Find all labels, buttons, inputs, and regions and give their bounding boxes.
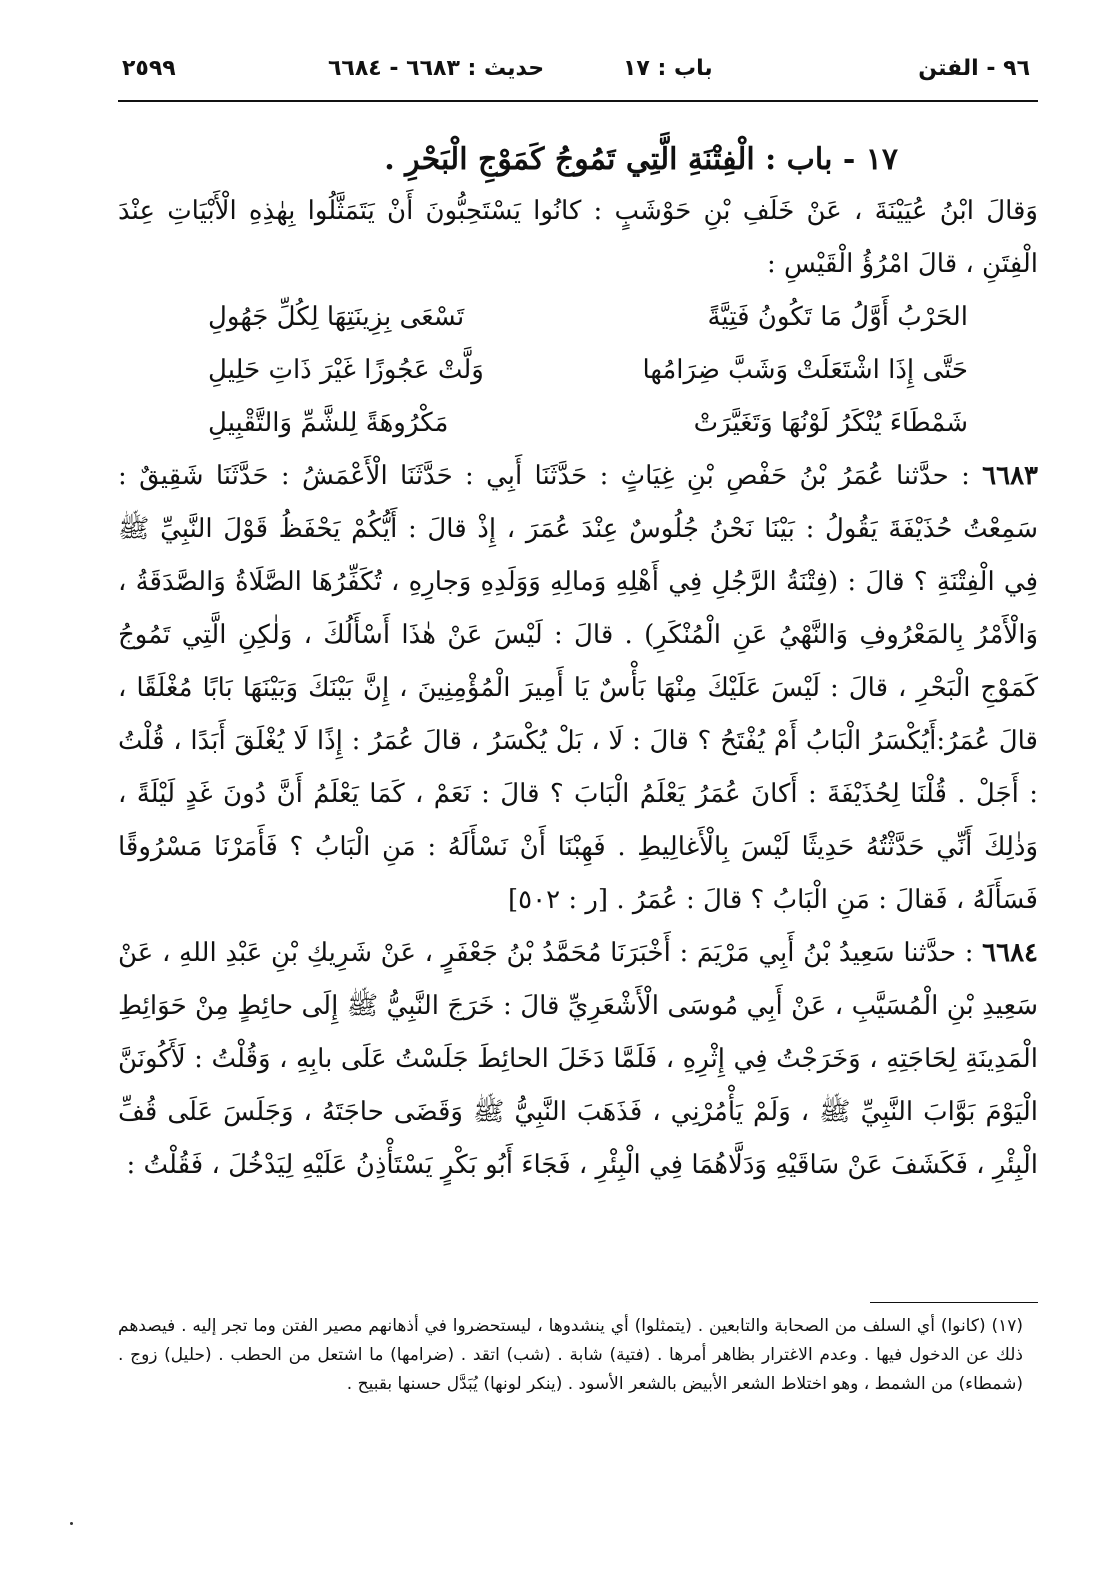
hadith-text: : حدَّثنا عُمَرُ بْنُ حَفْصِ بْنِ غِيَاثٍ : حَدَّثَنَا أَبِي : حَدَّثَنَا الْأَعْمَشُ : حَدَّثَنَا شَقِيقٌ : سَمِعْتُ حُذَيْفَةَ يَقُولُ : بَيْنَا نَحْنُ جُلُوسٌ عِنْدَ عُمَرَ ، إِذْ قالَ : أَيُّكُمْ يَحْفَظُ قَوْلَ النَّبِيِّ ﷺ فِي الْفِتْنَةِ ؟ قالَ : (فِتْنَةُ الرَّجُلِ فِي أَهْلِهِ وَمالِهِ وَوَلَدِهِ وَجارِهِ ، تُكَفِّرُهَا الصَّلَاةُ وَالصَّدَقَةُ ، وَالْأَمْرُ بِالمَعْرُوفِ وَالنَّهْيُ عَنِ الْمُنْكَرِ) . قالَ : لَيْسَ عَنْ هٰذَا أَسْأَلُكَ ، وَلٰكِنِ الَّتِي تَمُوجُ كَمَوْجِ الْبَحْرِ ، قالَ : لَيْسَ عَلَيْكَ مِنْهَا بَأْسٌ يَا أَمِيرَ الْمُؤْمِنِينَ ، إِنَّ بَيْنَكَ وَبَيْنَهَا بَابًا مُغْلَقًا ، قالَ عُمَرُ:أَيُكْسَرُ الْبَابُ أَمْ يُفْتَحُ ؟ قالَ : لَا ، بَلْ يُكْسَرُ ، قالَ عُمَرُ : إِذًا لَا يُغْلَقَ أَبَدًا ، قُلْتُ : أَجَلْ . قُلْنَا لِحُذَيْفَةَ : أَكانَ عُمَرُ يَعْلَمُ الْبَابَ ؟ قالَ : نَعَمْ ، كَمَا يَعْلَمُ أَنَّ دُونَ غَدٍ لَيْلَةً ، وَذٰلِكَ أَنِّي حَدَّثْتُهُ حَدِيثًا لَيْسَ بِالْأَغالِيطِ . فَهِبْنَا أَنْ نَسْأَلَهُ : مَنِ الْبَابُ ؟ فَأَمَرْنَا مَسْرُوقًا فَسَأَلَهُ ، فَقالَ : مَنِ الْبَابُ ؟ قالَ : عُمَرُ .: [118, 461, 1038, 915]
hadith-reference: [ر : ٥٠٢]: [508, 885, 609, 915]
verse-second-hemistich: وَلَّتْ عَجُوزًا غَيْرَ ذَاتِ حَلِيلِ: [208, 355, 484, 385]
main-text: [118, 135, 1038, 1192]
hadith-paragraph: [118, 927, 1038, 1192]
poem-verse: [208, 344, 968, 397]
page-mark: [70, 1522, 73, 1525]
verse-second-hemistich: مَكْرُوهَةً لِلشَّمِّ وَالتَّقْبِيلِ: [208, 408, 449, 438]
header-rule: [118, 100, 1038, 102]
chapter-number: باب : ١٧: [623, 56, 713, 81]
hadith-number: ٦٦٨٣: [982, 461, 1038, 491]
chapter-title: ١٧ - باب : الْفِتْنَةِ الَّتِي تَمُوجُ كَمَوْجِ الْبَحْرِ .: [384, 142, 898, 177]
poem-verse: [208, 397, 968, 450]
hadith-number: ٦٦٨٤: [982, 938, 1038, 968]
hadith-range: حديث : ٦٦٨٣ - ٦٦٨٤: [328, 56, 545, 81]
verse-first-hemistich: شَمْطَاءَ يُنْكَرُ لَوْنُهَا وَتَغَيَّرَتْ: [693, 408, 968, 438]
chapter-intro: وَقالَ ابْنُ عُيَيْنَةَ ، عَنْ خَلَفِ بْنِ حَوْشَبٍ : كانُوا يَسْتَحِبُّونَ أَنْ يَتَمَثَّلُوا بِهٰذِهِ الْأَبْيَاتِ عِنْدَ الْفِتَنِ ، قالَ امْرُؤُ الْقَيْسِ :: [118, 196, 1038, 279]
poem-verse: [208, 291, 968, 344]
poem: [208, 291, 968, 450]
book-title: ٩٦ - الفتن: [918, 56, 1030, 81]
verse-second-hemistich: تَسْعَى بِزِينَتِهَا لِكُلِّ جَهُولِ: [208, 302, 465, 332]
hadith-text: : حدَّثنا سَعِيدُ بْنُ أَبِي مَرْيَمَ : أَخْبَرَنَا مُحَمَّدُ بْنُ جَعْفَرٍ ، عَنْ شَرِيكِ بْنِ عَبْدِ اللهِ ، عَنْ سَعِيدِ بْنِ الْمُسَيَّبِ ، عَنْ أَبِي مُوسَى الْأَشْعَرِيِّ قالَ : خَرَجَ النَّبِيُّ ﷺ إِلَى حائِطٍ مِنْ حَوَائِطِ الْمَدِينَةِ لِحَاجَتِهِ ، وَخَرَجْتُ فِي إِثْرِهِ ، فَلَمَّا دَخَلَ الحائِطَ جَلَسْتُ عَلَى بابِهِ ، وَقُلْتُ : لَأَكُونَنَّ الْيَوْمَ بَوَّابَ النَّبِيِّ ﷺ ، وَلَمْ يَأْمُرْنِي ، فَذَهَبَ النَّبِيُّ ﷺ وَقَضَى حاجَتَهُ ، وَجَلَسَ عَلَى قُفِّ الْبِئْرِ ، فَكَشَفَ عَنْ سَاقَيْهِ وَدَلَّاهُمَا فِي الْبِئْرِ ، فَجَاءَ أَبُو بَكْرٍ يَسْتَأْذِنُ عَلَيْهِ لِيَدْخُلَ ، فَقُلْتُ :: [118, 938, 1038, 1180]
footnote-rule: [870, 1302, 1038, 1303]
page-number: ٢٥٩٩: [122, 56, 176, 81]
verse-first-hemistich: حَتَّى إِذَا اشْتَعَلَتْ وَشَبَّ ضِرَامُها: [642, 355, 968, 385]
verse-first-hemistich: الحَرْبُ أَوَّلُ مَا تَكُونُ فَتِيَّةً: [707, 302, 968, 332]
footnote: (١٧) (كانوا) أي السلف من الصحابة والتابعين . (يتمثلوا) أي ينشدوها ، ليستحضروا في أذهانهم مصير الفتن وما تجر إليه . فيصدهم ذلك عن الدخول فيها . وعدم الاغترار بظاهر أمرها . (فتية) شابة . (شب) اتقد . (ضرامها) ما اشتعل من الحطب . (حليل) زوج . (شمطاء) من الشمط ، وهو اختلاط الشعر الأبيض بالشعر الأسود . (ينكر لونها) يُبَدَّل حسنها بقبيح .: [118, 1316, 1023, 1394]
hadith-paragraph: [118, 450, 1038, 927]
running-header: [118, 48, 1038, 96]
